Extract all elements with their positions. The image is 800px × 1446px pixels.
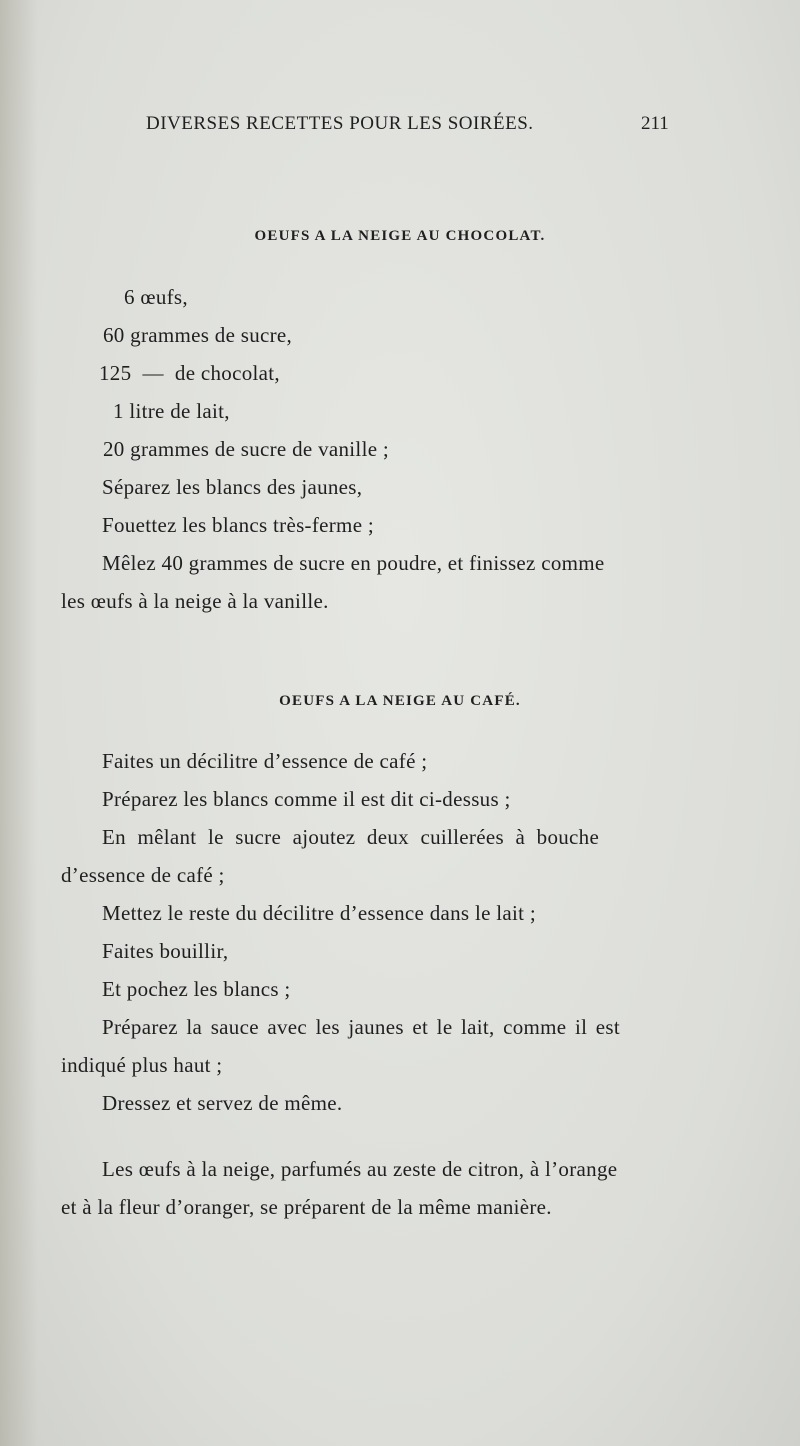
instruction-line: Préparez la sauce avec les jaunes et le lait, comme il est xyxy=(102,1015,621,1039)
instruction-line: Préparez les blancs comme il est dit ci-dessus ; xyxy=(102,787,511,811)
instruction-line: les œufs à la neige à la vanille. xyxy=(61,589,329,613)
page-number: 211 xyxy=(641,113,669,134)
instruction-line: Faites bouillir, xyxy=(102,939,229,963)
instruction-line: Séparez les blancs des jaunes, xyxy=(102,475,363,499)
ingredient-line: 1 litre de lait, xyxy=(113,399,230,423)
ingredient-line: 20 grammes de sucre de vanille ; xyxy=(103,437,390,461)
instruction-line: Mêlez 40 grammes de sucre en poudre, et finissez comme xyxy=(102,551,605,575)
instruction-line: Dressez et servez de même. xyxy=(102,1091,343,1115)
instruction-line: Faites un décilitre d’essence de café ; xyxy=(102,749,428,773)
instruction-line: Et pochez les blancs ; xyxy=(102,977,291,1001)
ingredient-line: 60 grammes de sucre, xyxy=(103,323,293,347)
note-line: et à la fleur d’oranger, se préparent de la même manière. xyxy=(61,1195,552,1219)
recipe-title-chocolat: OEUFS A LA NEIGE AU CHOCOLAT. xyxy=(254,228,546,244)
recipe-title-cafe: OEUFS A LA NEIGE AU CAFÉ. xyxy=(279,693,521,709)
ingredient-line: 125 — de chocolat, xyxy=(99,361,280,385)
note-line: Les œufs à la neige, parfumés au zeste de citron, à l’orange xyxy=(102,1157,618,1181)
running-head: DIVERSES RECETTES POUR LES SOIRÉES. xyxy=(146,113,534,134)
instruction-line: d’essence de café ; xyxy=(61,863,225,887)
instruction-line: Fouettez les blancs très-ferme ; xyxy=(102,513,374,537)
ingredient-line: 6 œufs, xyxy=(124,285,188,309)
instruction-line: En mêlant le sucre ajoutez deux cuillerées à bouche xyxy=(102,825,600,849)
instruction-line: Mettez le reste du décilitre d’essence dans le lait ; xyxy=(102,901,536,925)
instruction-line: indiqué plus haut ; xyxy=(61,1053,223,1077)
page-gutter-shadow xyxy=(0,0,38,1446)
